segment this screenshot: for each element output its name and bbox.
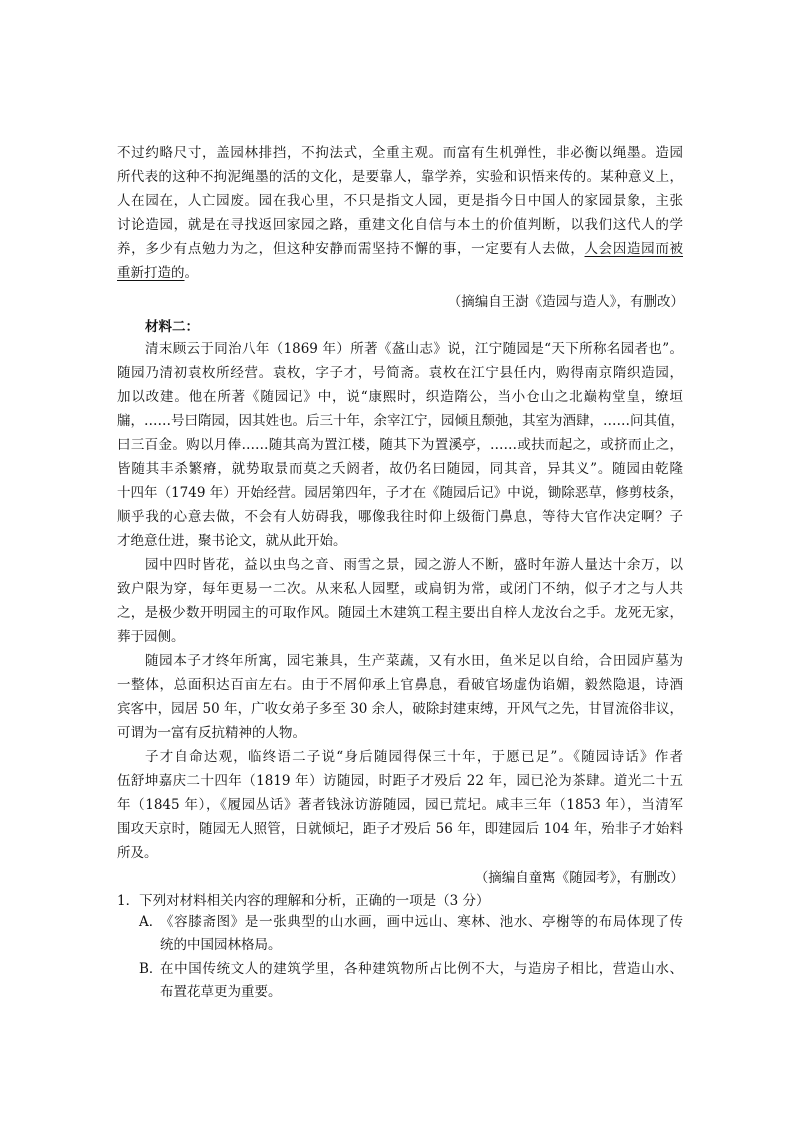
- text-line: 年（1845 年），《履园丛话》著者钱泳访游随园，园已荒圮。咸丰三年（1853 年），当清军: [117, 797, 683, 813]
- text-line: 可谓为一富有反抗精神的人物。: [117, 725, 306, 741]
- underlined-sentence-part: 人会因造园而被: [584, 241, 684, 257]
- text-line: 清末顾云于同治八年（1869 年）所著《盋山志》说，江宁随园是“天下所称名园者也”。: [145, 341, 683, 357]
- text-span: 。: [184, 265, 198, 281]
- text-line: [117, 237, 683, 261]
- text-line: 不过约略尺寸，盖园林排挡，不拘法式，全重主观。而富有生机弹性，非必衡以绳墨。造园: [117, 145, 683, 161]
- option-label: A．: [139, 914, 163, 930]
- text-line: 随园乃清初袁枚所经营。袁枚，字子才，号简斋。袁枚在江宁县任内，购得南京隋织造园，: [117, 365, 683, 381]
- underlined-sentence-part: 重新打造的: [117, 265, 185, 281]
- text-line: 一整体，总面积达百亩左右。由于不屑仰承上官鼻息，看破官场虚伪谄媚，毅然隐退，诗酒: [117, 677, 683, 693]
- option-label: B．: [139, 961, 163, 977]
- text-line: 致户限为穿，每年更易一二次。从来私人园墅，或扃钥为常，或闭门不纳，似子才之与人共: [117, 581, 683, 597]
- text-line: 宾客中，园居 50 年，广收女弟子多至 30 余人，破除封建束缚，开风气之先，甘冒流俗非议，: [117, 701, 683, 717]
- text-line: [117, 261, 683, 285]
- option-text: 布置花草更为重要。: [160, 984, 282, 1000]
- source-citation-1: （摘编自王澍《造园与造人》，有删改）: [447, 294, 684, 310]
- text-line: 才绝意仕进，聚书论文，就从此开始。: [117, 533, 347, 549]
- option-text: 统的中国园林格局。: [160, 937, 282, 953]
- text-line: 伍舒坤嘉庆二十四年（1819 年）访随园，时距子才殁后 22 年，园已沦为茶肆。道光二十五: [117, 773, 683, 789]
- option-text: 《容膝斋图》是一张典型的山水画，画中远山、寒林、池水、亭榭等的布局体现了传: [160, 914, 683, 930]
- question-stem: 1．下列对材料相关内容的理解和分析，正确的一项是（3 分）: [117, 893, 490, 909]
- text-line: 讨论造园，就是在寻找返回家园之路，重建文化自信与本土的价值判断，以我们这代人的学: [117, 217, 683, 233]
- text-line: 人在园在，人亡园废。园在我心里，不只是指文人园，更是指今日中国人的家园景象，主张: [117, 193, 683, 209]
- text-line: 之，是极少数开明园主的可取作风。随园土木建筑工程主要出自梓人龙汝台之手。龙死无家，: [117, 605, 683, 621]
- text-line: 围攻天京时，随园无人照管，日就倾圮，距子才殁后 56 年，即建园后 104 年，殆非子才始料: [117, 821, 683, 837]
- text-line: 加以改建。他在所著《随园记》中，说“康熙时，织造隋公，当小仓山之北巅构堂皇，缭垣: [117, 389, 683, 405]
- option-a[interactable]: [139, 911, 683, 957]
- text-span: 养，多少有点勉力为之，但这种安静而需坚持不懈的事，一定要有人去做，: [117, 241, 585, 257]
- text-line: 园中四时皆花，益以虫鸟之音、雨雪之景，园之游人不断，盛时年游人量达十余万，以: [145, 557, 683, 573]
- text-line: 所代表的这种不拘泥绳墨的活的文化，是要靠人，靠学养，实验和识悟来传的。某种意义上，: [117, 169, 683, 185]
- option-b[interactable]: [139, 958, 683, 1004]
- text-line: 曰三百金。购以月俸……随其高为置江楼，随其下为置溪亭，……或扶而起之，或挤而止之，: [117, 437, 683, 453]
- material2-heading: 材料二：: [145, 319, 199, 335]
- text-line: 皆随其丰杀繁瘠，就势取景而莫之夭阏者，故仍名曰随园，同其音，异其义”。随园由乾隆: [117, 461, 683, 477]
- text-line: 子才自命达观，临终语二子说“身后随园得保三十年，于愿已足”。《随园诗话》作者: [145, 749, 683, 765]
- text-line: 所及。: [117, 845, 158, 861]
- text-line: 葬于园侧。: [117, 629, 185, 645]
- text-line: 随园本子才终年所寓，园宅兼具，生产菜蔬，又有水田，鱼米足以自给，合田园庐墓为: [145, 653, 683, 669]
- source-citation-2: （摘编自童寯《随园考》，有删改）: [474, 870, 684, 886]
- option-text: 在中国传统文人的建筑学里，各种建筑物所占比例不大，与造房子相比，营造山水、: [160, 961, 683, 977]
- text-line: 牖，……号曰隋园，因其姓也。后三十年，余宰江宁，园倾且颓弛，其室为酒肆，……问其值，: [117, 413, 684, 429]
- text-line: 十四年（1749 年）开始经营。园居第四年，子才在《随园后记》中说，锄除恶草，修剪枝条，: [117, 485, 683, 501]
- text-line: 顺乎我的心意去做，不会有人妨碍我，哪像我往时仰上级衙门鼻息，等待大官作决定啊？子: [117, 509, 683, 525]
